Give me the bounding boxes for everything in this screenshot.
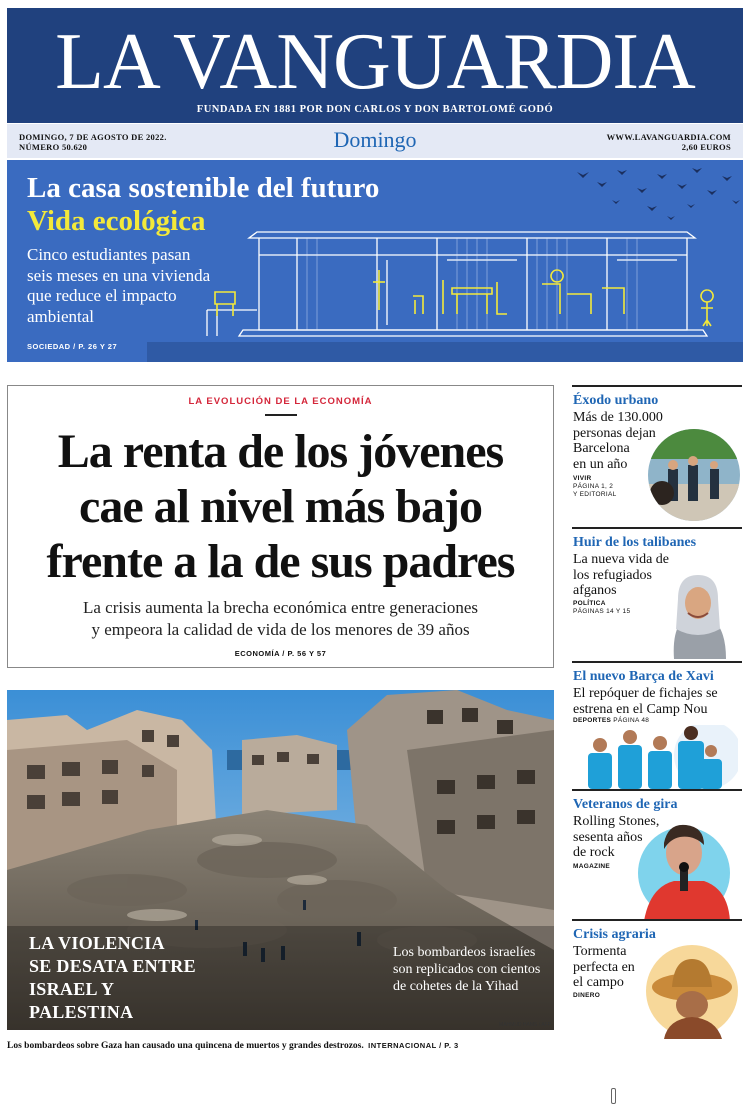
caption-text: Los bombardeos sobre Gaza han causado una quincena de muertos y grandes destrozos.: [7, 1041, 364, 1051]
price: 2,60 EUROS: [681, 142, 731, 152]
refugee-portrait-photo: [654, 569, 742, 659]
text-line: La nueva vida de: [573, 552, 670, 567]
text-line: Tormenta: [573, 944, 627, 959]
site-and-price: [607, 132, 731, 152]
text-line: perfecta en: [573, 959, 635, 975]
lead-kicker: LA EVOLUCIÓN DE LA ECONOMÍA: [188, 396, 373, 407]
feature-summary: Cinco estudiantes pasan seis meses en una vivienda que reduce el impacto ambiental: [27, 245, 211, 326]
photo-headline: [29, 932, 196, 1024]
photo-subhead: Los bombardeos israelíes son replicados con cientos de cohetes de la Yihad: [393, 945, 541, 994]
singer-photo: [624, 809, 740, 921]
sidebar-item-agraria[interactable]: [572, 919, 742, 1045]
caption-page-ref[interactable]: INTERNACIONAL / P. 3: [368, 1041, 459, 1050]
photo-headline-line: SE DESATA ENTRE: [29, 956, 196, 976]
sidebar-item-ref: [573, 600, 630, 616]
headline-line: La renta de los jóvenes: [57, 425, 504, 478]
sidebar-item-text: [573, 944, 635, 991]
ref-section: VIVIR: [573, 475, 592, 482]
lead-story[interactable]: [7, 385, 554, 668]
text-line: personas dejan: [573, 425, 656, 441]
sidebar-item-ref: [573, 475, 617, 499]
lead-headline: [8, 424, 553, 589]
text-line: afganos: [573, 583, 617, 598]
photo-credit: MAHMUD HAMS / AFP: [499, 1022, 551, 1028]
feature-page-ref[interactable]: SOCIEDAD / P. 26 Y 27: [27, 342, 118, 351]
feature-subtitle: Vida ecológica: [27, 205, 206, 237]
sidebar-item-title: Crisis agraria: [573, 927, 656, 942]
text-line: en un año: [573, 456, 628, 472]
ref-page: PÁGINAS 14 Y 15: [573, 608, 631, 615]
sidebar-item-text: [573, 686, 718, 717]
page-marker: [611, 1088, 616, 1104]
headline-line: frente a la de sus padres: [46, 535, 515, 588]
sidebar-item-ref: [573, 992, 600, 1000]
sidebar-item-barca[interactable]: [572, 661, 742, 789]
lead-page-ref[interactable]: ECONOMÍA / P. 56 Y 57: [234, 649, 327, 658]
feature-sustainable-house[interactable]: [7, 160, 743, 362]
furniture-icon: [215, 270, 713, 326]
sidebar-item-talibanes[interactable]: [572, 527, 742, 661]
text-line: Rolling Stones,: [573, 814, 660, 829]
text-line: los refugiados: [573, 567, 652, 583]
sidebar-item-ref: [573, 863, 610, 871]
farmer-hat-photo: [644, 943, 740, 1039]
text-line: de rock: [573, 845, 615, 860]
sidebar-item-title: Veteranos de gira: [573, 797, 678, 812]
text-line: sesenta años: [573, 829, 643, 845]
crowd-photo: [648, 429, 740, 521]
dateline-bar: [7, 124, 743, 158]
ref-section: DINERO: [573, 992, 601, 999]
text-line: Barcelona: [573, 441, 630, 456]
photo-headline-line: PALESTINA: [29, 1002, 134, 1022]
kicker-divider: [265, 414, 297, 416]
deck-line: La crisis aumenta la brecha económica entre generaciones: [82, 598, 479, 617]
issue-date: DOMINGO, 7 DE AGOSTO DE 2022.: [19, 132, 167, 142]
ref-page: PÁGINA 48: [613, 717, 650, 724]
website-link[interactable]: WWW.LAVANGUARDIA.COM: [606, 132, 731, 142]
issue-number: NÚMERO 50.620: [19, 142, 88, 152]
text-line: estrena en el Camp Nou: [573, 701, 708, 717]
feature-title: La casa sostenible del futuro: [27, 172, 380, 204]
photo-caption: [7, 1041, 567, 1051]
birds-icon: [577, 168, 740, 220]
photo-headline-line: LA VIOLENCIA: [29, 933, 165, 953]
ref-section: POLÍTICA: [573, 600, 606, 607]
players-photo: [578, 725, 738, 789]
sidebar-item-title: Éxodo urbano: [573, 393, 659, 408]
ref-section: MAGAZINE: [573, 863, 611, 870]
headline-line: cae al nivel más bajo: [79, 480, 482, 533]
founding-note: FUNDADA EN 1881 POR DON CARLOS Y DON BARTOLOMÉ GODÓ: [196, 104, 554, 115]
ref-section: DEPORTES: [573, 717, 612, 724]
text-line: Más de 130.000: [573, 410, 663, 425]
sidebar-item-title: Huir de los talibanes: [573, 535, 697, 550]
edition-name: Domingo: [333, 127, 417, 152]
photo-headline-line: ISRAEL Y: [29, 979, 115, 999]
newspaper-title[interactable]: LA VANGUARDIA: [55, 18, 695, 106]
lead-deck: [8, 597, 553, 641]
sidebar-item-exodo[interactable]: [572, 385, 742, 527]
ref-page: PÁGINA 1, 2: [573, 483, 614, 490]
sidebar-item-rolling[interactable]: [572, 789, 742, 919]
gaza-photo[interactable]: [7, 690, 554, 1030]
masthead: [7, 8, 743, 123]
deck-line: y empeora la calidad de vida de los menores de 39 años: [91, 620, 470, 639]
sidebar-item-ref: [573, 717, 649, 725]
text-line: el campo: [573, 975, 624, 990]
ref-extra: Y EDITORIAL: [573, 491, 617, 498]
sidebar-item-title: El nuevo Barça de Xavi: [573, 669, 714, 684]
text-line: El repóquer de fichajes se: [573, 686, 718, 701]
